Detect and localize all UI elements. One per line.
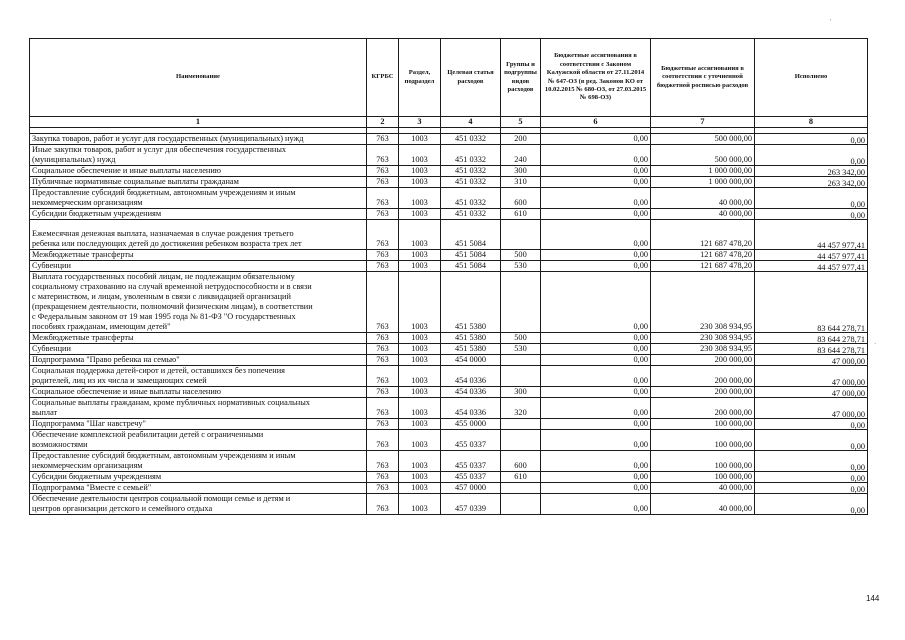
cell-section: 1003: [399, 355, 441, 366]
cell-group: 600: [501, 451, 541, 472]
cell-section: 1003: [399, 366, 441, 387]
cell-target: 451 0332: [441, 188, 501, 209]
cell-executed: 47 000,00: [755, 400, 868, 421]
cell-group: [501, 220, 541, 250]
cell-kgrbs: 763: [367, 494, 399, 515]
cell-target: 457 0000: [441, 483, 501, 494]
cell-assign: 0,00: [541, 451, 651, 472]
cell-refined: 121 687 478,20: [651, 250, 755, 261]
cell-kgrbs: 763: [367, 333, 399, 344]
cell-group: 200: [501, 134, 541, 145]
table-row: [30, 483, 868, 494]
column-number: 2: [367, 117, 399, 128]
cell-kgrbs: 763: [367, 188, 399, 209]
cell-group: 610: [501, 209, 541, 220]
cell-executed: 0,00: [755, 190, 868, 211]
column-number: 1: [30, 117, 367, 128]
cell-name: Субсидии бюджетным учреждениям: [30, 209, 367, 220]
cell-refined: 500 000,00: [651, 134, 755, 145]
cell-name: Социальное обеспечение и иные выплаты населению: [30, 387, 367, 398]
cell-refined: 230 308 934,95: [651, 344, 755, 355]
table-row: [30, 250, 868, 261]
cell-assign: 0,00: [541, 366, 651, 387]
cell-target: 451 0332: [441, 177, 501, 188]
cell-name: Выплата государственных пособий лицам, не подлежащим обязательному социальному страхованию на случай временной нетрудоспособности и в связи с материнством, и лицам, уволенным в связи с ликвидацией организаций (прекращением деятельности, полномочий физическим лицам), в соответствии с Федеральным законом от 19 мая 1995 года № 81-ФЗ "О государственных пособиях гражданам, имеющим детей": [30, 272, 367, 333]
table-body: [30, 134, 868, 515]
cell-group: 300: [501, 387, 541, 398]
cell-section: 1003: [399, 134, 441, 145]
header-executed: Исполнено: [755, 39, 868, 117]
column-number: 3: [399, 117, 441, 128]
cell-target: 451 5380: [441, 272, 501, 333]
cell-kgrbs: 763: [367, 145, 399, 166]
header-refined: Бюджетные ассигнования в соответствии с уточненной бюджетной росписью расходов: [651, 39, 755, 117]
cell-name: Обеспечение комплексной реабилитации детей с ограниченными возможностями: [30, 430, 367, 451]
cell-refined: 40 000,00: [651, 209, 755, 220]
cell-refined: 121 687 478,20: [651, 220, 755, 250]
cell-target: 451 5084: [441, 220, 501, 250]
cell-section: 1003: [399, 220, 441, 250]
cell-section: 1003: [399, 494, 441, 515]
table-row: [30, 344, 868, 355]
cell-assign: 0,00: [541, 472, 651, 483]
cell-refined: 500 000,00: [651, 145, 755, 166]
cell-kgrbs: 763: [367, 387, 399, 398]
cell-name: Подпрограмма "Вместе с семьей": [30, 483, 367, 494]
table-row: [30, 134, 868, 145]
cell-executed: 47 000,00: [755, 368, 868, 389]
header-section: Раздел, подраздел: [399, 39, 441, 117]
cell-executed: 0,00: [755, 474, 868, 485]
cell-name: Подпрограмма "Право ребенка на семью": [30, 355, 367, 366]
table-row: [30, 451, 868, 472]
cell-refined: 200 000,00: [651, 366, 755, 387]
column-number: 4: [441, 117, 501, 128]
table-row: [30, 494, 868, 515]
cell-name: Социальные выплаты гражданам, кроме публичных нормативных социальных выплат: [30, 398, 367, 419]
cell-group: 530: [501, 344, 541, 355]
cell-group: 610: [501, 472, 541, 483]
cell-refined: 1 000 000,00: [651, 177, 755, 188]
cell-target: 451 0332: [441, 145, 501, 166]
cell-executed: 83 644 278,71: [755, 274, 868, 335]
table-row: [30, 166, 868, 177]
cell-kgrbs: 763: [367, 430, 399, 451]
table-row: [30, 188, 868, 209]
table-row: [30, 398, 868, 419]
page-number: 144: [866, 594, 880, 603]
cell-name: Субвенции: [30, 261, 367, 272]
cell-group: [501, 419, 541, 430]
cell-assign: 0,00: [541, 209, 651, 220]
column-number: 8: [755, 117, 868, 128]
cell-name: Субсидии бюджетным учреждениям: [30, 472, 367, 483]
cell-executed: 0,00: [755, 211, 868, 222]
header-kgrbs: КГРБС: [367, 39, 399, 117]
cell-assign: 0,00: [541, 355, 651, 366]
cell-target: 451 5084: [441, 250, 501, 261]
cell-assign: 0,00: [541, 419, 651, 430]
cell-executed: 0,00: [755, 147, 868, 168]
cell-kgrbs: 763: [367, 344, 399, 355]
table-row: [30, 177, 868, 188]
cell-refined: 40 000,00: [651, 188, 755, 209]
cell-name: Подпрограмма "Шаг навстречу": [30, 419, 367, 430]
cell-refined: 100 000,00: [651, 430, 755, 451]
scan-speck: ': [830, 18, 832, 26]
cell-executed: 44 457 977,41: [755, 263, 868, 274]
cell-kgrbs: 763: [367, 209, 399, 220]
cell-executed: 44 457 977,41: [755, 222, 868, 252]
cell-executed: 0,00: [755, 453, 868, 474]
cell-refined: 200 000,00: [651, 355, 755, 366]
cell-assign: 0,00: [541, 387, 651, 398]
cell-section: 1003: [399, 261, 441, 272]
cell-executed: 0,00: [755, 136, 868, 147]
cell-assign: 0,00: [541, 333, 651, 344]
table-row: [30, 220, 868, 250]
cell-kgrbs: 763: [367, 250, 399, 261]
cell-kgrbs: 763: [367, 177, 399, 188]
cell-group: [501, 430, 541, 451]
cell-section: 1003: [399, 387, 441, 398]
cell-target: 455 0337: [441, 472, 501, 483]
table-row: [30, 272, 868, 333]
cell-name: Закупка товаров, работ и услуг для государственных (муниципальных) нужд: [30, 134, 367, 145]
cell-assign: 0,00: [541, 344, 651, 355]
cell-target: 455 0000: [441, 419, 501, 430]
cell-executed: 0,00: [755, 432, 868, 453]
cell-name: Обеспечение деятельности центров социальной помощи семье и детям и центров организации детского и семейного отдыха: [30, 494, 367, 515]
cell-executed: 0,00: [755, 421, 868, 432]
column-number: 7: [651, 117, 755, 128]
cell-kgrbs: 763: [367, 261, 399, 272]
cell-refined: 230 308 934,95: [651, 272, 755, 333]
column-number: 5: [501, 117, 541, 128]
cell-section: 1003: [399, 177, 441, 188]
cell-target: 454 0336: [441, 366, 501, 387]
cell-group: 530: [501, 261, 541, 272]
cell-target: 451 0332: [441, 209, 501, 220]
table-row: [30, 209, 868, 220]
cell-group: 320: [501, 398, 541, 419]
cell-section: 1003: [399, 451, 441, 472]
cell-assign: 0,00: [541, 166, 651, 177]
cell-section: 1003: [399, 472, 441, 483]
cell-refined: 121 687 478,20: [651, 261, 755, 272]
cell-group: [501, 494, 541, 515]
cell-section: 1003: [399, 272, 441, 333]
cell-refined: 200 000,00: [651, 387, 755, 398]
cell-refined: 1 000 000,00: [651, 166, 755, 177]
cell-assign: 0,00: [541, 483, 651, 494]
cell-assign: 0,00: [541, 398, 651, 419]
cell-refined: 230 308 934,95: [651, 333, 755, 344]
cell-assign: 0,00: [541, 145, 651, 166]
cell-kgrbs: 763: [367, 366, 399, 387]
table-row: [30, 430, 868, 451]
cell-name: Социальная поддержка детей-сирот и детей, оставшихся без попечения родителей, лиц из их числа и замещающих семей: [30, 366, 367, 387]
cell-group: [501, 355, 541, 366]
cell-target: 451 0332: [441, 134, 501, 145]
cell-assign: 0,00: [541, 177, 651, 188]
cell-section: 1003: [399, 344, 441, 355]
cell-refined: 100 000,00: [651, 472, 755, 483]
cell-kgrbs: 763: [367, 134, 399, 145]
header-assign: Бюджетные ассигнования в соответствии с Законом Калужской области от 27.11.2014 № 647-ОЗ (в ред. Законов КО от 10.02.2015 № 680-ОЗ, от 27.03.2015 № 698-ОЗ): [541, 39, 651, 117]
cell-name: Ежемесячная денежная выплата, назначаемая в случае рождения третьего ребенка или последующих детей до достижения ребенком возраста трех лет: [30, 220, 367, 250]
cell-executed: 0,00: [755, 485, 868, 496]
cell-name: Социальное обеспечение и иные выплаты населению: [30, 166, 367, 177]
cell-group: 240: [501, 145, 541, 166]
scan-speck: ·: [874, 340, 877, 348]
cell-executed: 263 342,00: [755, 168, 868, 179]
cell-executed: 263 342,00: [755, 179, 868, 190]
budget-table: [29, 38, 868, 515]
cell-assign: 0,00: [541, 261, 651, 272]
cell-section: 1003: [399, 166, 441, 177]
cell-kgrbs: 763: [367, 398, 399, 419]
cell-section: 1003: [399, 398, 441, 419]
table-row: [30, 261, 868, 272]
table-row: [30, 419, 868, 430]
cell-kgrbs: 763: [367, 220, 399, 250]
table-row: [30, 333, 868, 344]
cell-executed: 0,00: [755, 496, 868, 517]
cell-refined: 100 000,00: [651, 451, 755, 472]
cell-section: 1003: [399, 250, 441, 261]
cell-section: 1003: [399, 430, 441, 451]
header-row: [30, 39, 868, 117]
cell-target: 457 0339: [441, 494, 501, 515]
cell-refined: 40 000,00: [651, 483, 755, 494]
cell-kgrbs: 763: [367, 272, 399, 333]
header-target: Целевая статья расходов: [441, 39, 501, 117]
cell-section: 1003: [399, 419, 441, 430]
cell-assign: 0,00: [541, 272, 651, 333]
cell-target: 454 0336: [441, 387, 501, 398]
cell-kgrbs: 763: [367, 355, 399, 366]
cell-assign: 0,00: [541, 430, 651, 451]
cell-name: Субвенции: [30, 344, 367, 355]
cell-executed: 44 457 977,41: [755, 252, 868, 263]
cell-name: Публичные нормативные социальные выплаты гражданам: [30, 177, 367, 188]
cell-executed: 47 000,00: [755, 357, 868, 368]
cell-group: 310: [501, 177, 541, 188]
cell-kgrbs: 763: [367, 472, 399, 483]
cell-refined: 40 000,00: [651, 494, 755, 515]
table-row: [30, 472, 868, 483]
cell-executed: 47 000,00: [755, 389, 868, 400]
cell-assign: 0,00: [541, 188, 651, 209]
cell-kgrbs: 763: [367, 419, 399, 430]
cell-target: 454 0000: [441, 355, 501, 366]
cell-group: 600: [501, 188, 541, 209]
cell-assign: 0,00: [541, 134, 651, 145]
cell-section: 1003: [399, 188, 441, 209]
header-group: Группы и подгруппы видов расходов: [501, 39, 541, 117]
header-name: Наименование: [30, 39, 367, 117]
cell-target: 451 5084: [441, 261, 501, 272]
cell-target: 451 0332: [441, 166, 501, 177]
cell-assign: 0,00: [541, 250, 651, 261]
cell-group: [501, 366, 541, 387]
cell-group: 300: [501, 166, 541, 177]
cell-section: 1003: [399, 209, 441, 220]
table-row: [30, 355, 868, 366]
cell-kgrbs: 763: [367, 483, 399, 494]
cell-refined: 200 000,00: [651, 398, 755, 419]
cell-target: 454 0336: [441, 398, 501, 419]
cell-target: 451 5380: [441, 344, 501, 355]
cell-refined: 100 000,00: [651, 419, 755, 430]
cell-name: Межбюджетные трансферты: [30, 250, 367, 261]
table-row: [30, 366, 868, 387]
cell-target: 455 0337: [441, 451, 501, 472]
cell-group: [501, 483, 541, 494]
cell-assign: 0,00: [541, 494, 651, 515]
cell-target: 451 5380: [441, 333, 501, 344]
cell-name: Предоставление субсидий бюджетным, автономным учреждениям и иным некоммерческим организациям: [30, 188, 367, 209]
cell-group: [501, 272, 541, 333]
cell-name: Межбюджетные трансферты: [30, 333, 367, 344]
cell-name: Иные закупки товаров, работ и услуг для обеспечения государственных (муниципальных) нужд: [30, 145, 367, 166]
cell-executed: 83 644 278,71: [755, 335, 868, 346]
cell-group: 500: [501, 333, 541, 344]
cell-section: 1003: [399, 483, 441, 494]
cell-section: 1003: [399, 145, 441, 166]
cell-group: 500: [501, 250, 541, 261]
cell-name: Предоставление субсидий бюджетным, автономным учреждениям и иным некоммерческим организациям: [30, 451, 367, 472]
column-number-row: [30, 117, 868, 128]
cell-assign: 0,00: [541, 220, 651, 250]
cell-target: 455 0337: [441, 430, 501, 451]
table-row: [30, 387, 868, 398]
table-row: [30, 145, 868, 166]
column-number: 6: [541, 117, 651, 128]
cell-section: 1003: [399, 333, 441, 344]
cell-kgrbs: 763: [367, 451, 399, 472]
cell-executed: 83 644 278,71: [755, 346, 868, 357]
cell-kgrbs: 763: [367, 166, 399, 177]
